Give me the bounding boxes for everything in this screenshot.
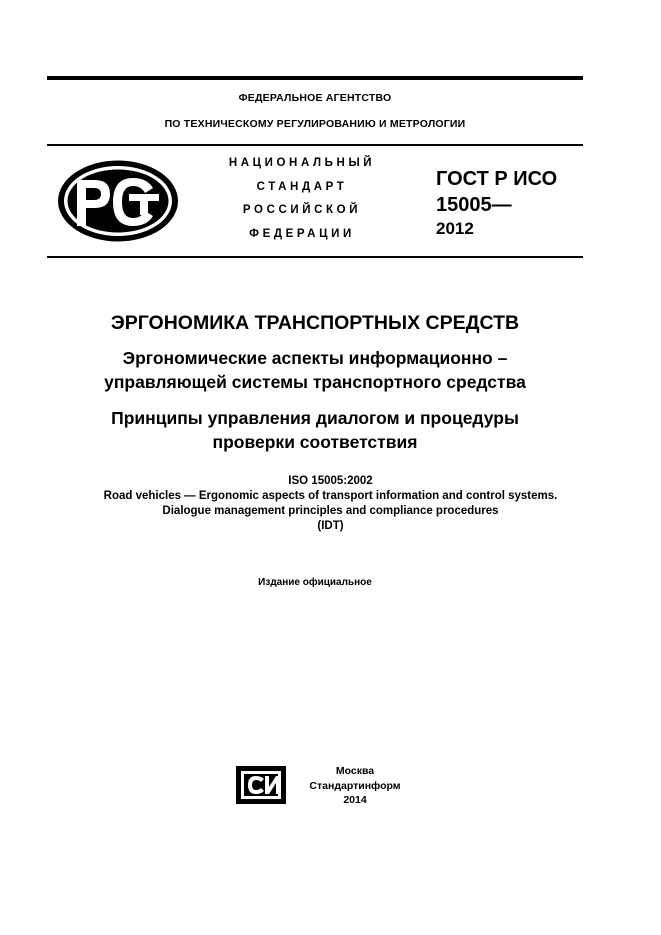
national-standard-line2: СТАНДАРТ [256,180,348,193]
iso-reference-line3: Dialogue management principles and compliance procedures [162,505,499,517]
subtitle1-line2: управляющей системы транспортного средства [104,372,526,392]
gost-r-logo-icon [55,158,181,244]
subtitle1-line1: Эргономические аспекты информационно – [122,348,508,368]
iso-reference-line4: (IDT) [317,520,344,532]
edition-label: Издание официальное [258,577,372,588]
national-standard-line4: ФЕДЕРАЦИИ [249,227,355,240]
imprint-year: 2014 [343,794,367,806]
imprint-publisher: Стандартинформ [309,779,401,792]
imprint-block [296,764,414,808]
iso-reference-line1: ISO 15005:2002 [288,475,373,487]
agency-name-line2: ПО ТЕХНИЧЕСКОМУ РЕГУЛИРОВАНИЮ И МЕТРОЛОГИИ [164,118,466,130]
imprint-city: Москва [335,765,375,777]
national-standard-line1: НАЦИОНАЛЬНЫЙ [228,157,376,169]
national-standard-line3: РОССИЙСКОЙ [242,204,362,216]
designation-line3: 2012 [436,219,474,238]
national-standard-label [212,152,392,246]
header-separator-rule [47,144,583,146]
standard-designation [436,166,586,240]
document-title: ЭРГОНОМИКА ТРАНСПОРТНЫХ СРЕДСТВ [110,312,520,334]
designation-line2: 15005— [436,194,512,216]
header-bottom-rule [47,256,583,258]
document-subtitle-2 [47,406,583,454]
iso-reference [30,474,631,534]
standartinform-logo-icon [234,765,296,805]
designation-line1: ГОСТ Р ИСО [436,168,558,190]
subtitle2-line1: Принципы управления диалогом и процедуры [111,408,519,428]
subtitle2-line2: проверки соответствия [212,432,418,452]
top-rule [47,76,583,80]
agency-name-line1: ФЕДЕРАЛЬНОЕ АГЕНТСТВО [238,92,392,104]
iso-reference-line2: Road vehicles — Ergonomic aspects of transport information and control systems. [103,490,558,502]
document-subtitle-1 [47,346,583,394]
